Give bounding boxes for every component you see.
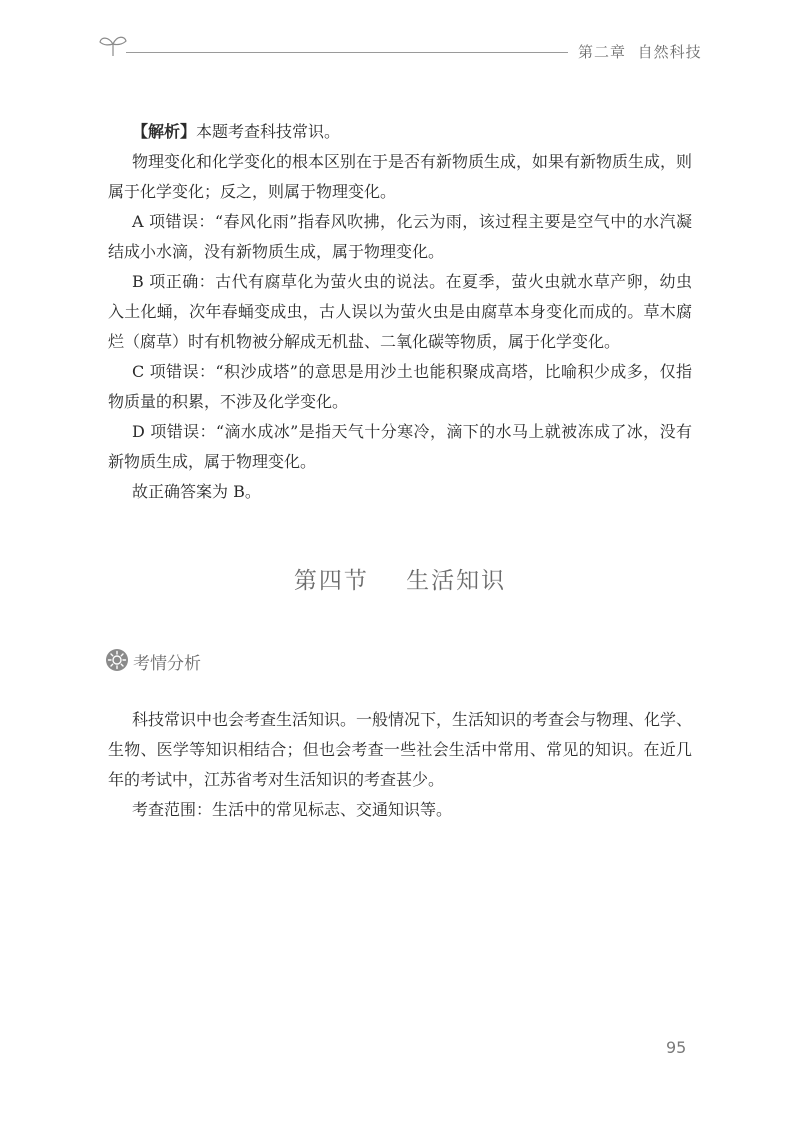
option-d-explanation: D 项错误：“滴水成冰”是指天气十分寒冷，滴下的水马上就被冻成了冰，没有新物质生成，属于物理变化。 <box>108 422 692 471</box>
chapter-title <box>578 41 702 62</box>
section-title <box>0 562 800 595</box>
analysis-section <box>108 117 692 507</box>
chapter-name: 自然科技 <box>637 43 702 61</box>
option-c-explanation: C 项错误：“积沙成塔”的意思是用沙土也能积聚成高塔，比喻积少成多，仅指物质量的积累，不涉及化学变化。 <box>108 362 692 411</box>
analysis-label: 【解析】 <box>132 122 197 141</box>
analysis-intro-text: 本题考查科技常识。 <box>196 122 341 141</box>
analysis-paragraph-1: 物理变化和化学变化的根本区别在于是否有新物质生成，如果有新物质生成，则属于化学变化；反之，则属于物理变化。 <box>108 152 693 201</box>
section-name: 生活知识 <box>406 568 507 594</box>
exam-analysis-paragraph-1: 科技常识中也会考查生活知识。一般情况下，生活知识的考查会与物理、化学、生物、医学等知识相结合；但也会考查一些社会生活中常用、常见的知识。在近几年的考试中，江苏省考对生活知识的考查甚少。 <box>108 710 693 789</box>
option-b-explanation: B 项正确：古代有腐草化为萤火虫的说法。在夏季，萤火虫就水草产卵，幼虫入土化蛹，次年春蛹变成虫，古人误以为萤火虫是由腐草本身变化而成的。草木腐烂（腐草）时有机物被分解成无机盐、二氧化碳等物质，属于化学变化。 <box>108 272 692 351</box>
exam-analysis-label: 考情分析 <box>133 654 201 674</box>
exam-analysis-body <box>108 705 692 825</box>
page-number: 95 <box>666 1038 687 1057</box>
sprout-icon <box>96 30 130 58</box>
option-a-explanation: A 项错误：“春风化雨”指春风吹拂，化云为雨，该过程主要是空气中的水汽凝结成小水滴，没有新物质生成，属于物理变化。 <box>108 212 692 261</box>
section-number: 第四节 <box>293 568 369 594</box>
exam-analysis-paragraph-2: 考查范围：生活中的常见标志、交通知识等。 <box>132 800 453 819</box>
header-rule <box>126 52 568 53</box>
chapter-number: 第二章 <box>578 43 627 61</box>
sun-icon <box>105 648 129 672</box>
running-header <box>96 30 702 70</box>
answer-line: 故正确答案为 B。 <box>132 482 261 501</box>
analysis-intro <box>108 117 692 147</box>
